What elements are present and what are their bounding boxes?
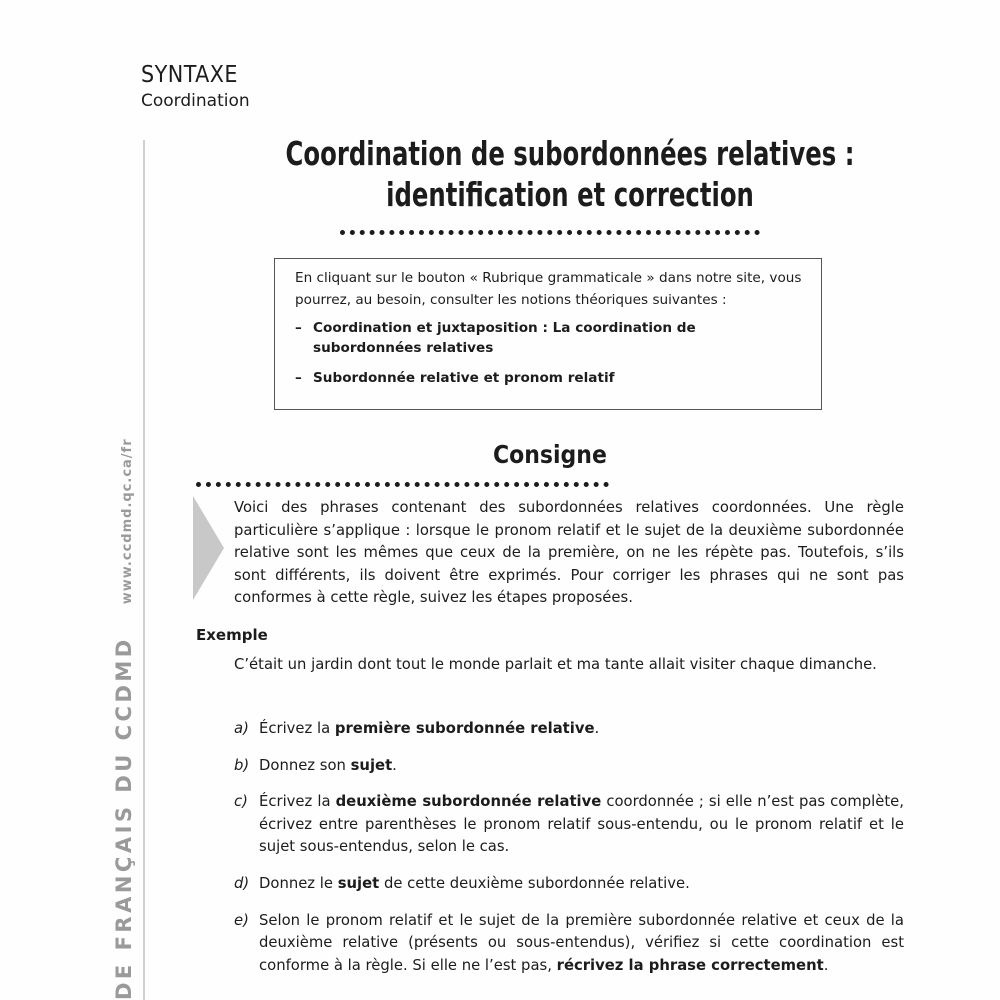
section-subtitle: Coordination	[141, 91, 250, 111]
dash-bullet: –	[295, 370, 302, 386]
step-text: Donnez son	[259, 756, 351, 774]
margin-rule	[143, 140, 145, 1000]
example-sentence: C’était un jardin dont tout le monde parlait et ma tante allait visiter chaque dimanche.	[234, 656, 877, 673]
step-c	[234, 791, 904, 859]
step-text: Écrivez la	[259, 720, 335, 737]
step-a	[234, 718, 904, 741]
step-letter: a)	[234, 720, 249, 737]
step-keyword: récrivez la phrase correctement	[556, 956, 824, 974]
step-text: .	[594, 720, 600, 737]
step-b	[234, 755, 904, 778]
step-keyword: deuxième subordonnée relative	[335, 793, 602, 811]
step-letter: b)	[234, 756, 250, 774]
step-text: .	[823, 956, 829, 974]
step-text: coordonnée ; si elle n’est pas complète, écrivez entre parenthèses le pronom relatif sous-entendu, ou le pronom relatif et le sujet sous-entendus, selon le cas.	[259, 793, 904, 856]
step-letter: c)	[234, 793, 248, 811]
info-box-item	[295, 318, 807, 358]
step-keyword: première subordonnée relative	[334, 720, 595, 737]
step-d	[234, 873, 904, 896]
step-text: Donnez le	[259, 874, 338, 892]
step-letter: d)	[234, 874, 250, 892]
info-box-item-text: Subordonnée relative et pronom relatif	[313, 370, 615, 386]
page-title-line-2: identification et correction	[386, 175, 754, 214]
info-box	[274, 258, 822, 410]
dash-bullet: –	[295, 320, 302, 336]
sidebar-url: www.ccdmd.qc.ca/fr	[120, 438, 135, 605]
sidebar-series: DE FRANÇAIS DU CCDMD	[112, 636, 136, 1000]
step-text: de cette deuxième subordonnée relative.	[379, 874, 690, 892]
section-header	[141, 60, 250, 112]
step-keyword: sujet	[337, 874, 380, 892]
sidebar-vertical-text	[112, 438, 136, 1000]
page-title	[226, 133, 915, 215]
page-title-line-1: Coordination de subordonnées relatives :	[285, 134, 855, 173]
step-letter: e)	[234, 911, 249, 929]
example-label: Exemple	[196, 626, 268, 644]
title-dotted-divider	[340, 230, 760, 235]
info-box-item-text: Coordination et juxtaposition : La coordination de subordonnées relatives	[313, 320, 696, 356]
step-keyword: sujet	[350, 756, 393, 774]
consigne-heading: Consigne	[493, 440, 607, 469]
steps-list	[234, 718, 904, 977]
consigne-dotted-divider	[196, 482, 609, 487]
arrow-marker-icon	[193, 496, 224, 600]
step-text: Écrivez la	[259, 793, 336, 811]
section-title: SYNTAXE	[141, 62, 238, 88]
info-box-item	[295, 368, 807, 388]
step-text: .	[392, 756, 397, 774]
info-box-intro: En cliquant sur le bouton « Rubrique grammaticale » dans notre site, vous pourrez, au besoin, consulter les notions théoriques suivantes :	[295, 270, 802, 308]
consigne-text: Voici des phrases contenant des subordonnées relatives coordonnées. Une règle particulière s’applique : lorsque le pronom relatif et le sujet de la deuxième subordonnée relative sont les mêmes que ceux de la première, on ne les répète pas. Toutefois, s’ils sont différents, ils doivent être exprimés. Pour corriger les phrases qui ne sont pas conformes à cette règle, suivez les étapes proposées.	[234, 499, 904, 607]
step-text: Selon le pronom relatif et le sujet de la première subordonnée relative et ceux de la deuxième relative (présents ou sous-entendus), vérifiez si cette coordination est conforme à la règle. Si elle ne l’est pas,	[259, 911, 904, 974]
step-e	[234, 910, 904, 978]
